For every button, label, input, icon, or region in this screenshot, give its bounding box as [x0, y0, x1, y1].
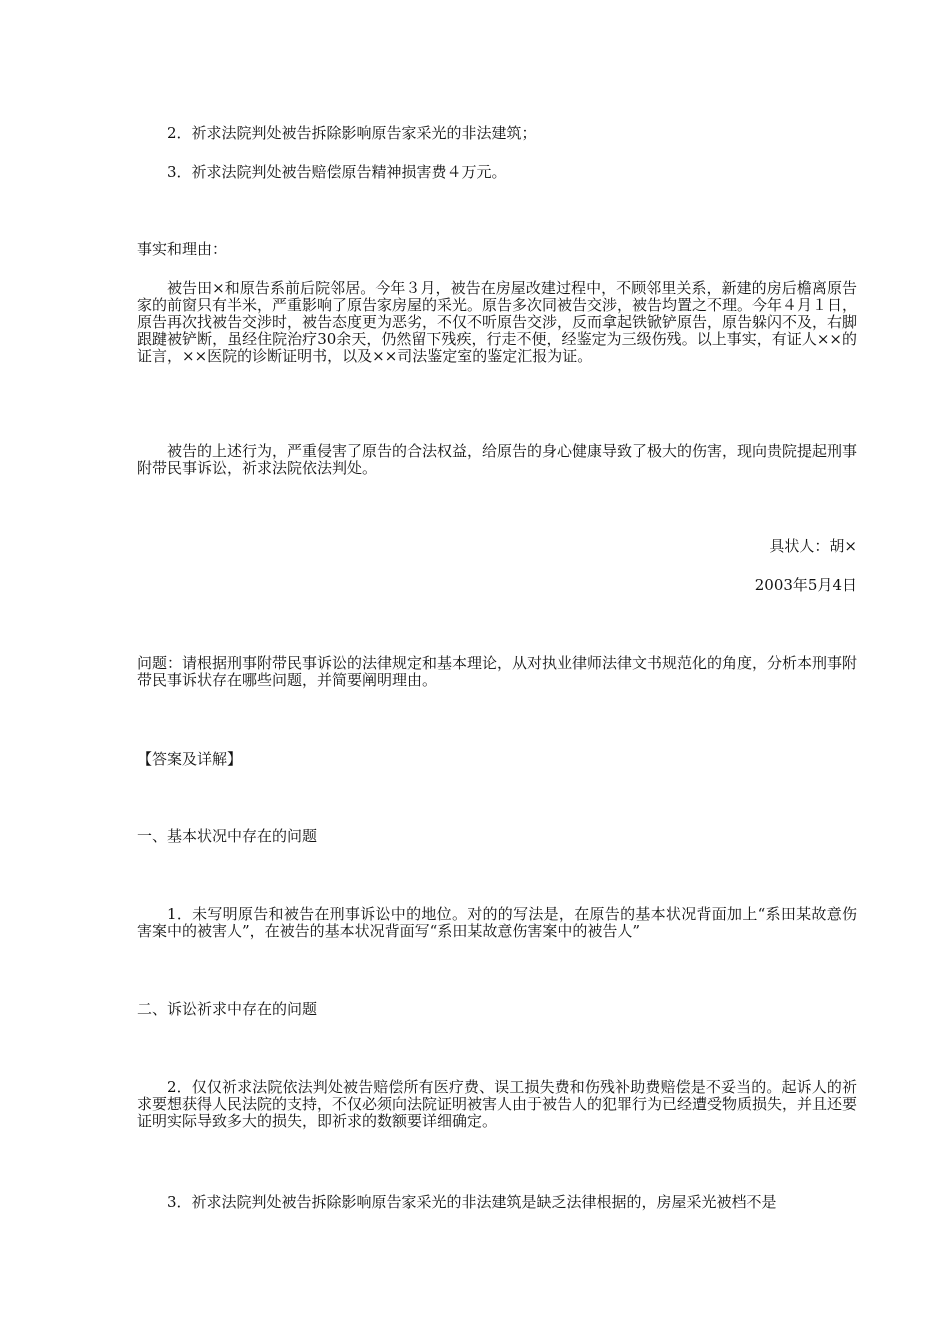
signature-date: 2003年5月4日: [754, 576, 857, 594]
section-1-item-1: 1．未写明原告和被告在刑事诉讼中的地位。对的的写法是，在原告的基本状况背面加上“系田某故意伤害案中的被害人”，在被告的基本状况背面写“系田某故意伤害案中的被告人”: [137, 905, 857, 940]
section-2-item-3: 3．祈求法院判处被告拆除影响原告家采光的非法建筑是缺乏法律根据的，房屋采光被档不是: [167, 1194, 777, 1211]
facts-paragraph-1: 被告田×和原告系前后院邻居。今年３月，被告在房屋改建过程中，不顾邻里关系，新建的房后檐离原告家的前窗只有半米，严重影响了原告家房屋的采光。原告多次同被告交涉，被告均置之不理。今年４月１日，原告再次找被告交涉时，被告态度更为恶劣，不仅不听原告交涉，反而拿起铁锨铲原告，原告躲闪不及，右脚跟踺被铲断，虽经住院治疗30余天，仍然留下残疾，行走不便，经鉴定为三级伤残。以上事实，有证人××的证言，××医院的诊断证明书，以及××司法鉴定室的鉴定汇报为证。: [137, 279, 858, 365]
facts-paragraph-2: 被告的上述行为，严重侵害了原告的合法权益，给原告的身心健康导致了极大的伤害，现向贵院提起刑事附带民事诉讼，祈求法院依法判处。: [137, 442, 858, 477]
answer-heading: 【答案及详解】: [137, 751, 243, 768]
signer: 具状人：胡×: [769, 537, 857, 555]
section-2-title: 二、诉讼祈求中存在的问题: [137, 1001, 318, 1018]
facts-heading: 事实和理由：: [137, 241, 228, 258]
claim-item-2: 2．祈求法院判处被告拆除影响原告家采光的非法建筑；: [167, 125, 537, 142]
section-2-item-2: 2．仅仅祈求法院依法判处被告赔偿所有医疗费、误工损失费和伤残补助费赔偿是不妥当的。起诉人的祈求要想获得人民法院的支持，不仅必须向法院证明被害人由于被告人的犯罪行为已经遭受物质损失，并且还要证明实际导致多大的损失，即祈求的数额要详细确定。: [137, 1078, 858, 1130]
question-text: 问题：请根据刑事附带民事诉讼的法律规定和基本理论，从对执业律师法律文书规范化的角度，分析本刑事附带民事诉状存在哪些问题，并简要阐明理由。: [137, 654, 858, 689]
claim-item-3: 3．祈求法院判处被告赔偿原告精神损害费４万元。: [167, 164, 507, 181]
section-1-title: 一、基本状况中存在的问题: [137, 828, 318, 845]
